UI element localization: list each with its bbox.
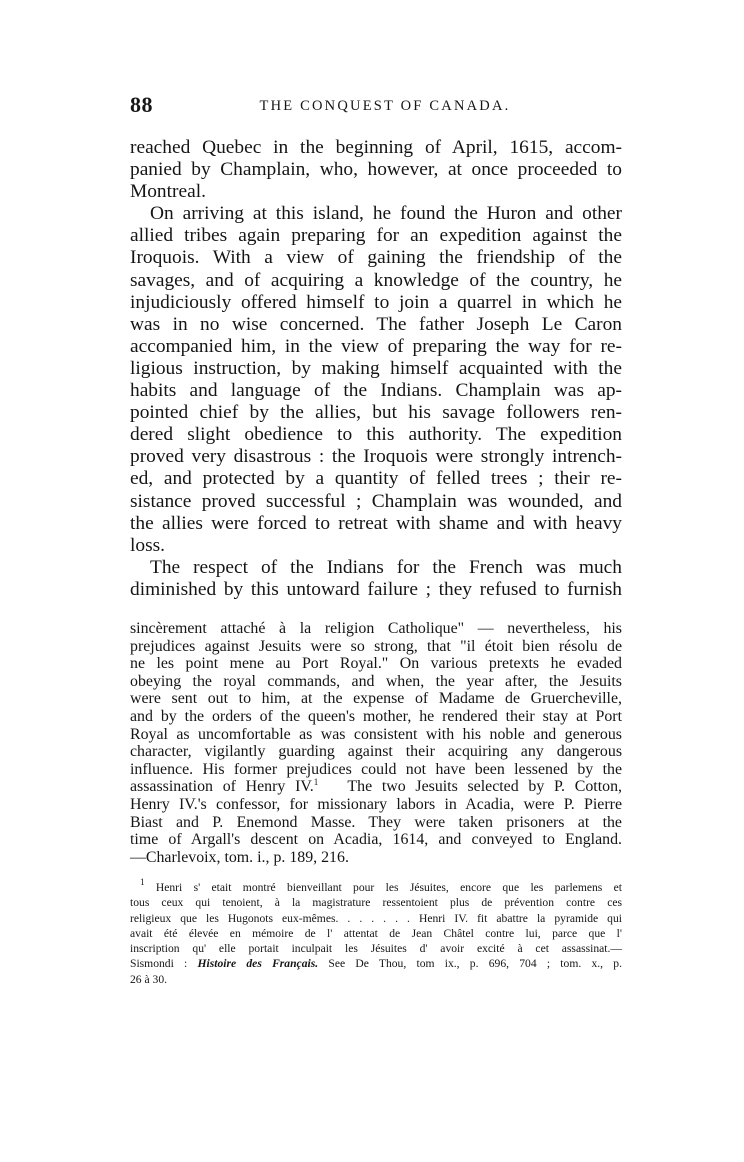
footnote-line: character, vigilantly guarding against their acquiring any dangerous bbox=[130, 743, 622, 761]
footnote-text: The two Jesuits selected by P. Cotton, bbox=[347, 778, 622, 796]
footnote-line: and by the orders of the queen's mother, he rendered their stay at Port bbox=[130, 707, 622, 725]
body-line: sistance proved successful ; Champlain was wounded, and bbox=[130, 490, 622, 512]
page-number: 88 bbox=[130, 92, 153, 117]
page-header bbox=[130, 92, 622, 120]
body-line: habits and language of the Indians. Champlain was ap- bbox=[130, 380, 622, 402]
footnote-line: sincèrement attaché à la religion Catholique" — nevertheless, his bbox=[130, 620, 622, 637]
sub-footnote-text: Henri s' etait montré bienveillant pour les Jésuites, encore que les parlemens et bbox=[155, 881, 622, 894]
sub-footnote-marker: 1 bbox=[140, 877, 145, 887]
body-line: pointed chief by the allies, but his savage followers ren- bbox=[130, 402, 622, 424]
sub-footnote-citation-line bbox=[130, 956, 622, 971]
citation-author: Sismondi : bbox=[130, 957, 198, 971]
body-line: accompanied him, in the view of preparing the way for re- bbox=[130, 335, 622, 357]
sub-footnote-line: inscription qu' elle portait inculpait les Jésuites d' avoir excité à cet assassinat.— bbox=[130, 942, 622, 956]
body-line: allied tribes again preparing for an expedition against the bbox=[130, 225, 622, 247]
footnote-continuation bbox=[130, 620, 622, 866]
body-line: On arriving at this island, he found the Huron and other bbox=[150, 203, 622, 225]
sub-footnote-line: 26 à 30. bbox=[130, 972, 168, 986]
body-line: Iroquois. With a view of gaining the friendship of the bbox=[130, 247, 622, 269]
footnote-line-with-marker bbox=[130, 778, 622, 796]
footnote-line: Biast and P. Enemond Masse. They were taken prisoners at the bbox=[130, 813, 622, 831]
body-line: diminished by this untoward failure ; they refused to furnish bbox=[130, 578, 622, 600]
body-line: The respect of the Indians for the French was much bbox=[150, 556, 622, 578]
body-line: reached Quebec in the beginning of April, 1615, accom- bbox=[130, 137, 622, 158]
sub-footnote-line: tous ceux qui tenoient, à la magistrature ressentoient plus de prévention contre ces bbox=[130, 896, 622, 910]
body-line: dered slight obedience to this authority. The expedition bbox=[130, 424, 622, 446]
body-line: the allies were forced to retreat with shame and with heavy bbox=[130, 512, 622, 534]
body-line: ligious instruction, by making himself acquainted with the bbox=[130, 357, 622, 379]
footnote-line: ne les point mene au Port Royal." On various pretexts he evaded bbox=[130, 655, 622, 673]
body-line: loss. bbox=[130, 534, 166, 556]
footnote-line: Royal as uncomfortable as was consistent with his noble and generous bbox=[130, 725, 622, 743]
footnote-line: influence. His former prejudices could not have been lessened by the bbox=[130, 760, 622, 778]
footnote-marker: 1 bbox=[313, 777, 319, 788]
main-text bbox=[130, 137, 622, 601]
body-line: proved very disastrous : the Iroquois were strongly intrench- bbox=[130, 446, 622, 468]
body-line: was in no wise concerned. The father Joseph Le Caron bbox=[130, 313, 622, 335]
body-line: Montreal. bbox=[130, 181, 206, 203]
footnote-line: prejudices against Jesuits were so strong, that "il étoit bien résolu de bbox=[130, 637, 622, 655]
sub-footnote-line bbox=[130, 877, 622, 895]
running-title: THE CONQUEST OF CANADA. bbox=[259, 98, 511, 114]
footnote-line: Henry IV.'s confessor, for missionary labors in Acadia, were P. Pierre bbox=[130, 795, 622, 813]
citation-reference: See De Thou, tom ix., p. 696, 704 ; tom. x., p. bbox=[318, 957, 622, 971]
citation-title: Histoire des Français. bbox=[197, 957, 319, 971]
body-line: ed, and protected by a quantity of felled trees ; their re- bbox=[130, 468, 622, 490]
sub-footnote bbox=[130, 877, 622, 987]
footnote-line: obeying the royal commands, and when, the year after, the Jesuits bbox=[130, 672, 622, 690]
body-line: savages, and of acquiring a knowledge of the country, he bbox=[130, 269, 622, 291]
footnote-text: assassination of Henry IV. bbox=[130, 778, 314, 796]
footnote-line: were sent out to him, at the expense of Madame de Gruercheville, bbox=[130, 690, 622, 708]
sub-footnote-line: avait été élevée en mémoire de l' attentat de Jean Châtel contre lui, parce que l' bbox=[130, 926, 622, 940]
footnote-line: time of Argall's descent on Acadia, 1614, and conveyed to England. bbox=[130, 831, 622, 849]
body-line: panied by Champlain, who, however, at once proceeded to bbox=[130, 159, 622, 181]
body-line: injudiciously offered himself to join a quarrel in which he bbox=[130, 291, 622, 313]
sub-footnote-line: religieux que les Hugonots eux-mêmes. . . . . . . Henri IV. fit abattre la pyramide qui bbox=[130, 911, 622, 925]
footnote-line: —Charlevoix, tom. i., p. 189, 216. bbox=[130, 848, 349, 866]
